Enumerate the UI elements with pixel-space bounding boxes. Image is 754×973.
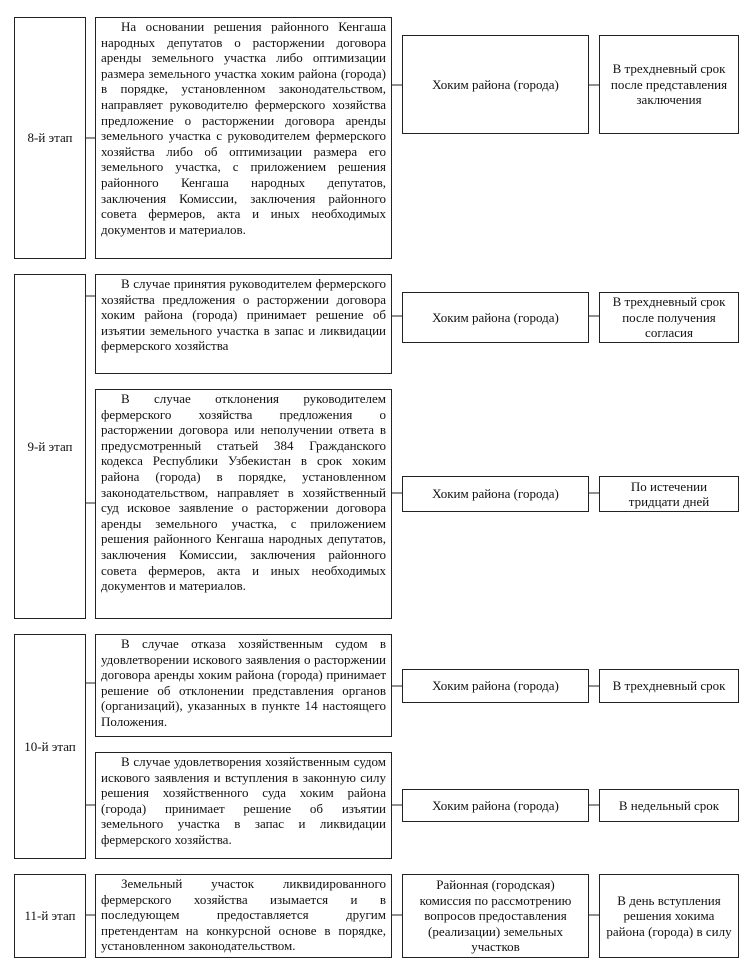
stage-label-text: 10-й этап bbox=[24, 738, 76, 754]
stage-8-step-1-term: В трехдневный срок после представления заключения bbox=[599, 35, 739, 134]
stage-10-step-2-description: В случае удовлетворения хозяйственным судом искового заявления и вступления в законную силу решения хозяйственного суда хоким района (города) принимает решение об изъятии земельного участка в запас и ликвидации фермерского хозяйства. bbox=[95, 752, 392, 859]
stage-9-step-1-actor: Хоким района (города) bbox=[402, 292, 589, 343]
stage-8-label bbox=[14, 17, 86, 259]
stage-11-step-1-actor: Районная (городская) комиссия по рассмотрению вопросов предоставления (реализации) земельных участков bbox=[402, 874, 589, 958]
stage-9-step-1-term: В трехдневный срок после получения согласия bbox=[599, 292, 739, 343]
stage-8-step-1-description: На основании решения районного Кенгаша народных депутатов о расторжении договора аренды земельного участка либо оптимизации размера земельного участка хоким района (города) в порядке, установленном законодательством, направляет руководителю фермерского хозяйства предложение о расторжении договора аренды земельного участка с руководителем фермерского хозяйства либо об оптимизации размера его земельного участка, с приложением решения районного Кенгаша народных депутатов, заключения Комиссии, заключения районного совета фермеров, акта и иных необходимых документов и материалов. bbox=[95, 17, 392, 259]
stage-9-step-2-description: В случае отклонения руководителем фермерского хозяйства предложения о расторжении договора или неполучении ответа в предусмотренный статьей 384 Гражданского кодекса Республики Узбекистан в срок хоким района (города) в порядке, установленном законодательством, направляет в хозяйственный суд исковое заявление о расторжении договора аренды земельного участка, с приложением решения районного Кенгаша народных депутатов, заключения Комиссии, заключения районного совета фермеров, акта и иных необходимых документов и материалов. bbox=[95, 389, 392, 619]
stage-11-step-1-description: Земельный участок ликвидированного фермерского хозяйства изымается и в последующем предоставляется другим претендентам на конкурсной основе в порядке, установленном законодательством. bbox=[95, 874, 392, 958]
stage-8-step-1-actor: Хоким района (города) bbox=[402, 35, 589, 134]
stage-label-text: 11-й этап bbox=[24, 908, 76, 923]
stage-10-step-1-actor: Хоким района (города) bbox=[402, 669, 589, 703]
stage-10-step-1-description: В случае отказа хозяйственным судом в удовлетворении искового заявления о расторжении договора аренды хоким района (города) принимает решение об отклонении представления органов (организаций), указанных в пункте 14 настоящего Положения. bbox=[95, 634, 392, 737]
stage-label-text: 9-й этап bbox=[27, 438, 73, 454]
stage-11-step-1-term: В день вступления решения хокима района (города) в силу bbox=[599, 874, 739, 958]
stage-9-step-2-actor: Хоким района (города) bbox=[402, 476, 589, 512]
stage-9-label bbox=[14, 274, 86, 619]
stage-9-step-1-description: В случае принятия руководителем фермерского хозяйства предложения о расторжении договора хоким района (города) принимает решение об изъятии земельного участка в запас и ликвидации фермерского хозяйства bbox=[95, 274, 392, 374]
stage-9-step-2-term: По истечении тридцати дней bbox=[599, 476, 739, 512]
stage-10-label bbox=[14, 634, 86, 859]
stage-11-label bbox=[14, 874, 86, 958]
stage-label-text: 8-й этап bbox=[27, 130, 73, 145]
stage-10-step-2-actor: Хоким района (города) bbox=[402, 789, 589, 822]
stage-10-step-1-term: В трехдневный срок bbox=[599, 669, 739, 703]
stage-10-step-2-term: В недельный срок bbox=[599, 789, 739, 822]
